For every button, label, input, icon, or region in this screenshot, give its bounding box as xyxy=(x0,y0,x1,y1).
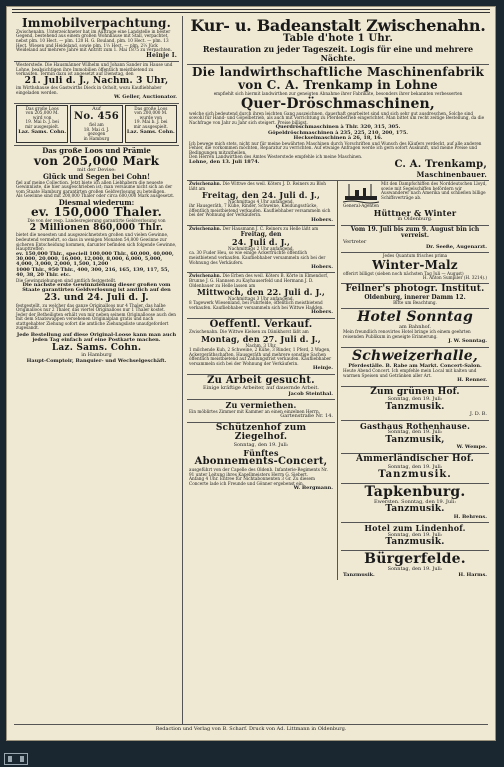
ad-date: Lohne, den 13. Juli 1874. xyxy=(189,158,260,165)
ad-signature: J. W. Sonntag. xyxy=(448,338,487,345)
ad-tapkenburg xyxy=(341,484,489,524)
ad-body: Den Herren Landwirthen des Amtes Westerstede empfehle ich meine Maschinen. xyxy=(189,154,363,160)
ad-lottery-boxes xyxy=(14,104,179,146)
newspaper-page xyxy=(6,6,496,741)
lottery-box xyxy=(70,105,122,143)
ad-body: Vom 19. Juli bis zum 9. August bin ich verreist. xyxy=(350,225,480,240)
lottery-heading: 2 Millionen 860,000 Thlr. xyxy=(29,222,164,233)
ad-body: offerirt billigst (sieben noch nächsten Tag Juli — August) xyxy=(343,270,464,276)
lottery-prizes: 1000 Thlr., 950 Thlr., 400, 300, 216, 165, 139, 117, 55, 40, 38, 20 Thlr. etc. xyxy=(16,266,170,279)
lottery-body: festgestellt, zu welcher das ganze Originalloos nur 4 Thaler, das halbe Originalloos nur 2 Thaler, das viertel Originalloos nur 1 Thaler kostet. xyxy=(16,302,166,313)
ad-date: Sonntag, den 19. Juli: xyxy=(387,429,443,436)
ad-body: Heute Abend Concert. Ich empfehle mein Local mit kalten und warmen Speisen und Getränken aller Art. xyxy=(343,368,477,378)
ad-auction xyxy=(187,181,335,226)
ad-subtitle: am Bahnhof. xyxy=(399,323,431,330)
ad-body: Zwischenahn. Unterzeichneter hat im Auftrage eine Landstelle in bester Gegend, bestehend aus einem großen Wohnhause mit Stall, verpachtet, nebst plm. 10 Hect. — plm. 120 H. G. Bouland, plm. 10 Hect. — plm. 13 Hect. Wiesen und Heideland, sowie plm. 1⅓ Hect. — plm. 2⅔ Jück Weideland auf mehrere Jahre mit Antritt zum 1. Mai 1875 zu verpachten. xyxy=(16,28,172,53)
box-line: in Hamburg xyxy=(83,135,110,141)
box-line: No. 456 xyxy=(74,111,119,123)
ad-body: Ein möblirtes Zimmer mit Kammer an einen einzelnen Herrn. xyxy=(189,408,321,414)
ad-signature: H. Harms. xyxy=(458,571,487,578)
ad-title: Ammerländischer Hof. xyxy=(356,453,474,464)
ad-lottery-cohn xyxy=(14,146,179,366)
ad-lindenhof xyxy=(341,523,489,551)
ad-signature: Jacob Steinthal. xyxy=(288,390,333,397)
ad-signature: H. Behrens. xyxy=(453,514,487,520)
ad-date: Mittwoch, den 22. Juli d. J., xyxy=(197,287,325,298)
ad-body-2: ca. 30 Fuder Heu, so wie einige Ackerfrüchte öffentlich meistbietend verkaufen. Kaufliebhaber versammeln sich bei der Wohnung des Verkäufers. xyxy=(189,250,326,265)
box-line: 19. Mai b. J. bei xyxy=(134,119,168,125)
ad-body: Die Erben des weil. Köters B. Körte in Elmendorf, Brunne J. G. Hannsen zu Kayhauserfeld und Hermann J. D. Oldenbauer zu Helle lassen am xyxy=(189,273,329,288)
ad-date: Sonntag, den 19. Juli: xyxy=(387,532,443,539)
ad-body: Mit den Dampfschiffen des Norddeutschen Lloyd, sowie mit Segelschiffen befördern wir Auswanderer nach Amerika und schließen billige Schiffsverträge ab. xyxy=(381,181,487,200)
ad-time: Nachmittags 2 Uhr anfangend, xyxy=(228,245,294,251)
ad-signature: W. Bergmann. xyxy=(293,485,333,492)
lottery-heading: Laz. Sams. Cohn. xyxy=(51,342,142,353)
top-rule xyxy=(12,9,490,13)
ad-agent: General-Agenten xyxy=(343,203,379,209)
box-line: Das große Loos xyxy=(25,105,59,111)
ad-signature: W. Geller, Auctionator. xyxy=(113,94,177,101)
ad-time: Nachmittags 3 Uhr anfangend, xyxy=(228,295,294,301)
ad-head: Zwischenahn. xyxy=(189,273,222,279)
ad-date: Sonntag, den 19. Juli: xyxy=(387,566,443,573)
lottery-prizes: ev. 150,000 Thlr., speciell 100,000 Thlr., 60,000, 40,000, 30,000, 20,000, 16,000, 12,000, 8,000, 6,000, 5,000, 4,000, 3,000, 2,000, 1,500, 1,200 xyxy=(16,250,174,268)
ad-schuetzenhof xyxy=(187,423,335,494)
lottery-box xyxy=(125,105,177,143)
ad-signature-2: Maschinenbauer. xyxy=(416,169,487,179)
ad-kuranstalt xyxy=(187,16,489,65)
ad-signature: Dr. Seeße, Augenarzt. xyxy=(425,243,487,250)
ad-title: Zu vermiethen. xyxy=(225,400,297,411)
ad-buergerfelde xyxy=(341,551,489,580)
ad-signature: Gartenstraße Nr. 14. xyxy=(280,413,333,420)
ad-body: Oldenburg, innerer Damm 12. xyxy=(364,293,466,301)
box-line: mir ausgespielt. xyxy=(133,123,168,129)
ad-verreist xyxy=(341,226,489,254)
steamship-icon xyxy=(343,182,379,204)
ad-title: Tapkenburg. xyxy=(364,483,466,500)
left-column xyxy=(14,16,179,725)
lottery-heading: Jede Bestellung auf diese Original-Loose kann man auch jeden Tag einfach auf eine Postkarte machen. xyxy=(16,331,177,344)
inner-left-column xyxy=(187,181,338,580)
ad-body-2: 1 milchende Kuh, 2 Schweine, 2 Kühe, 3 Rinder, 1 Pferd, 2 Wagen, Ackergeräthschaften, Hausgeräth und mehrere sonstige Sachen öffentlich meistbietend auf Zahlungsfrist verkaufen. Kaufliebhaber versammeln sich bei der Wohnung der Verkäuferin. xyxy=(189,347,332,366)
ad-auction-westerstede xyxy=(14,62,179,104)
box-line: 19. Mai b. J. bei xyxy=(25,119,59,125)
lottery-heading: von 205,000 Mark xyxy=(33,153,160,168)
box-line: Laz. Sams. Cohn. xyxy=(18,128,67,135)
inner-right-column xyxy=(341,181,489,580)
column-divider xyxy=(182,16,183,725)
lottery-heading: Das große Loos und Prämie xyxy=(42,146,151,156)
ad-body-2: ihr Hausgeräth, 7 Kühe, Rinder, Schweine, Kleidungsstücke, öffentlich meistbietend verkaufen. Kaufliebhaber versammeln sich bei der Wohnung der Verkäuferin. xyxy=(189,203,331,218)
ad-date: Sonntag, den 19. Juli: xyxy=(387,396,443,403)
ad-time: Nachmittags 4 Uhr anfangend, xyxy=(228,198,294,204)
imprint-footer: Redaction und Verlag von B. Scharf. Druck von Ad. Littmann in Oldenburg. xyxy=(14,724,488,732)
ad-title: Kur- u. Badeanstalt Zwischenahn. xyxy=(190,16,486,35)
ad-signature: Hobers. xyxy=(311,309,333,316)
box-line: wird von xyxy=(32,114,52,120)
ad-date: Ewersten. Sonntag, den 19. Juli: xyxy=(373,498,457,505)
box-line: Laz. Sams. Cohn. xyxy=(126,128,175,135)
lottery-heading: in Hamburg xyxy=(81,352,112,359)
ad-signature: C. A. Trenkamp, xyxy=(394,158,487,170)
ad-head: Zwischenahn. xyxy=(189,226,222,232)
ad-date: Freitag, den xyxy=(240,230,282,238)
ad-date: Montag, den 27. Juli d. J., xyxy=(201,333,321,344)
ad-hotel-sonntag xyxy=(341,309,489,348)
ad-title: Zu Arbeit gesucht. xyxy=(207,374,315,386)
ad-vermieten xyxy=(187,400,335,423)
ad-title: Hotel Sonntag xyxy=(357,308,473,325)
box-line: gezogen xyxy=(87,131,106,137)
ad-arbeit xyxy=(187,375,335,401)
ad-vertreter: Vertreter xyxy=(343,238,367,245)
ad-title: Winter-Malz xyxy=(372,257,458,272)
ad-body: Einige kräftige Arbeiter, auf dauernde Arbeit. xyxy=(203,385,319,392)
ad-date: Freitag, den 24. Juli d. J., xyxy=(202,190,320,201)
ad-title: Schweizerhalle, xyxy=(352,347,478,364)
price-line: Heckselmaschinen à 26, 18, 16. xyxy=(293,135,383,142)
ad-body: Der Hausmann J. C. Reiners zu Helle läßt am xyxy=(222,226,319,232)
ad-place: in Oldenburg. xyxy=(397,216,433,223)
ad-title: Gasthaus Rothenhause. xyxy=(359,420,471,431)
ad-ammerlaender-hof xyxy=(341,454,489,484)
lottery-body: Jeder der Betheiligten erhält von mir neben seinem Originalloose auch den mit dem Staatswappen versehenen Originalplan gratis und nach stattgehabter Ziehung sofort die amtliche Ziehungsliste unaufgefordert zugesandt. xyxy=(16,311,176,331)
library-stamp-icon xyxy=(4,753,28,765)
ad-date: Sonntag, den 19. Juli: xyxy=(233,442,289,449)
ad-head: Zwischenahn. xyxy=(189,181,222,187)
ad-note: Bitte um Beachtung. xyxy=(393,300,437,306)
lottery-heading: ev. 150,000 Thaler. xyxy=(30,205,163,220)
ad-subtitle: Table d'hote 1 Uhr. xyxy=(282,33,394,45)
ad-signature: J. D. B. xyxy=(469,411,487,418)
ad-company: Hüttner & Winter xyxy=(373,207,457,218)
ad-date-2: 24. Juli d. J., xyxy=(231,237,291,248)
ad-body: welche sich bedeutend durch ihren leichten Gang auszeichnen, dauerhaft gearbeitet sind und sich sehr gut ausdreschen. Solche sind sowohl für Hand- und Göpelbetrieb, als auch mit Vorrichtung zu Pferdebetrieb eingerichtet. Man bittet um recht zeitige Bestellung, da die Nachfrage von Jahr zu Jahr sich steigert. Preise billigst. xyxy=(189,110,485,125)
ad-norddeutscher-lloyd xyxy=(341,181,489,226)
ad-title: Die landwirthschaftliche Maschinenfabrik xyxy=(192,65,484,80)
ad-title: Schützenhof zum Ziegelhof. xyxy=(215,422,307,443)
box-line: 18. Mai d. J. xyxy=(83,126,110,132)
lottery-body: Die von der resp. Landesregierung garantirte Geldverlosung von xyxy=(27,218,166,224)
ad-heading: Abonnements-Concert, xyxy=(194,456,328,468)
box-line: wurde von xyxy=(139,114,162,120)
ad-body-2: im Wirthshause des Gastwirths Dieck in Ocholt, wozu Kaufliebhaber eingeladen werden. xyxy=(16,85,162,95)
lottery-body: Als Gewinne sind mit 200,000 Thaler oder circa 600,000 Mark ausgesetzt. xyxy=(16,193,175,199)
ad-wintermalz xyxy=(341,253,489,284)
ad-head: Oeffentl. Verkauf. xyxy=(209,318,313,330)
box-line: von 200,000 M. xyxy=(134,110,168,116)
ad-immobilverpachtung xyxy=(14,16,179,62)
ad-date: Sonntag, den 19. Juli: xyxy=(387,463,443,470)
ad-subtitle: Restauration zu jeder Tageszeit. Logis für eine und mehrere Nächte. xyxy=(202,44,474,63)
ad-date: 21. Juli d. J., Nachm. 3 Uhr, xyxy=(24,75,169,86)
box-line: Auf xyxy=(92,105,101,112)
lottery-heading: Haupt-Comptoir, Banquier- und Wechselgeschäft. xyxy=(26,357,167,364)
ad-heading: Tanzmusik, xyxy=(385,434,445,445)
lottery-heading: Die nächste erste Gewinnziehung dieser großen vom Staate garantirten Geldverlosung ist amtlich auf den xyxy=(22,282,171,294)
ad-subtitle: Pferdeställe. B. Rabe am Markt. Concert-Salon. xyxy=(348,362,482,369)
ad-feilner xyxy=(341,284,489,309)
ad-rothenhause xyxy=(341,421,489,454)
two-column-section xyxy=(187,181,489,580)
ad-title: Feilner's photogr. Institut. xyxy=(345,283,485,294)
ad-heading: Tanzmusik. xyxy=(378,468,452,480)
right-column xyxy=(187,16,489,725)
ad-title: Zum grünen Hof. xyxy=(370,386,460,397)
ad-body: Zwischenahn. Die Wittwe Kielsen zu Dänikhorst läßt am xyxy=(189,329,309,335)
ad-signature: Hobers. xyxy=(311,216,333,223)
ad-intro: empfiehlt sich hiermit landwirthen zur geneigten Abnahme ihrer Fabrikate, besonders ihrer bekannten verbesserten xyxy=(213,91,463,97)
ad-title: Hotel zum Lindenhof. xyxy=(364,523,466,534)
ad-heading: Fünftes xyxy=(243,447,279,458)
ad-signature: Heinje I. xyxy=(146,51,177,59)
ad-signature: H. Renner. xyxy=(457,377,487,384)
ad-trenkamp xyxy=(187,65,489,181)
price-line: Querdröschmaschinen à Thlr. 320, 315, 305. xyxy=(275,124,401,131)
ad-auction xyxy=(187,273,335,318)
ad-time: Anfang 4 Uhr. Entree für Nichtabonnenten 3 Gr. Zu diesem Concerte lade ich Freunde und Gönner ergebenst ein. xyxy=(189,476,315,486)
ad-product: Quer-Dröschmaschinen, xyxy=(240,95,436,112)
ad-signature: Hobers. xyxy=(311,264,333,271)
ad-auction xyxy=(187,226,335,273)
ad-body: Die Wittwe des weil. Köters J. D. Reiners zu Bloh läßt am xyxy=(189,181,326,191)
ad-signature: H. Anton Sumpiler (H. 3214).) xyxy=(422,275,487,281)
ad-auction xyxy=(187,319,335,375)
ad-body: ausgeführt von der Capelle des Oldenb. Infanterie-Regiments Nr. 91 unter Leitung ihres Kapellmeisters Herrn G. Siebert. xyxy=(189,467,328,477)
ad-body-2: 8 Tagewerk Wiesenland, bei Fuhrfelde, öffentlich meistbietend verkaufen. Kaufliebhaber versammeln sich bei Wittwe Hadden. xyxy=(189,300,324,310)
box-line: mir ausgespielt. xyxy=(25,123,60,129)
lottery-heading: Glück und Segen bei Cohn! xyxy=(42,172,151,182)
lottery-heading: Diesmal wiederum: xyxy=(58,197,135,207)
ad-body: Westerstede. Die Hausmänner Wilhelm und Johann Sander im Hause und Lohne, beabsichtigen ihre Immobilien öffentlich meistbietend zu verkaufen. Termin dazu ist angesetzt auf Dienstag, den xyxy=(16,62,173,77)
lottery-box xyxy=(16,105,68,143)
lottery-body: Die Gewinnziehungen sind amtlich festgestellt. xyxy=(16,277,117,283)
ad-signature: W. Wempe. xyxy=(456,444,487,451)
box-line: von 205,000 M. xyxy=(25,110,59,116)
box-line: fiel am xyxy=(89,122,104,128)
ad-body: Ich bewege mich stets, nicht nur für meine bewährten Maschinen durch Vorschriften und Wunsch des Käufers verdeckt, auf alle anderen Fehler, die vorkommen möchten, Reparatur zu verrichten. Auf etwaige Anfragen werde ich gern sofort Auskunft, und meine Preise und Bedingungen mitzutheilen. xyxy=(189,140,482,155)
lottery-heading: mit der Devise: xyxy=(77,166,116,173)
lottery-heading: 23. und 24. Juli d. J. xyxy=(44,292,149,303)
box-line: Das große Loos xyxy=(134,105,168,111)
price-line: Göpeldröschmaschinen à 235, 225, 210, 200, 175. xyxy=(267,129,409,136)
ad-time: Nachm. 3 Uhr, xyxy=(245,342,277,348)
ad-heading: Tanzmusik. xyxy=(385,537,445,548)
ad-heading: Tanzmusik. xyxy=(385,401,445,412)
ad-heading: Tanzmusik. xyxy=(385,504,445,515)
ad-body: Mein freundlich renovirtes Hotel bringe ich einem geehrten reisenden Publikum in geneigte Erinnerung. xyxy=(343,329,471,339)
ad-heading: Tanzmusik. xyxy=(343,571,375,578)
ad-title: von C. A. Trenkamp in Lohne xyxy=(238,78,438,93)
lottery-body: bietet die neuesten und ausgezeichnetsten großen und vielen Gewinne, bedeutend vermehrt, so dass in wenigen Monaten 54,800 Gewinne zur sicheren Entscheidung kommen, darunter befinden sich folgende Gewinne, Haupttreffer: xyxy=(16,232,177,252)
ad-signature: Heinje. xyxy=(312,365,333,372)
ad-intro: Jedes Quantum frisches prima xyxy=(382,253,448,259)
ad-title: Immobilverpachtung. xyxy=(21,16,171,30)
ad-schweizerhalle xyxy=(341,348,489,387)
ad-gruener-hof xyxy=(341,387,489,421)
lottery-body: fiel auf meine Collection. Jetzt biete ich allen Liebhabern die neueste Gewinnliste, die hier ausgeschrieben ist; man versäume nicht sich an der vom Staate Hamburg garantirten großen Geldverlosung zu beteiligen. xyxy=(16,179,173,194)
ad-title: Bürgerfelde. xyxy=(364,551,466,568)
